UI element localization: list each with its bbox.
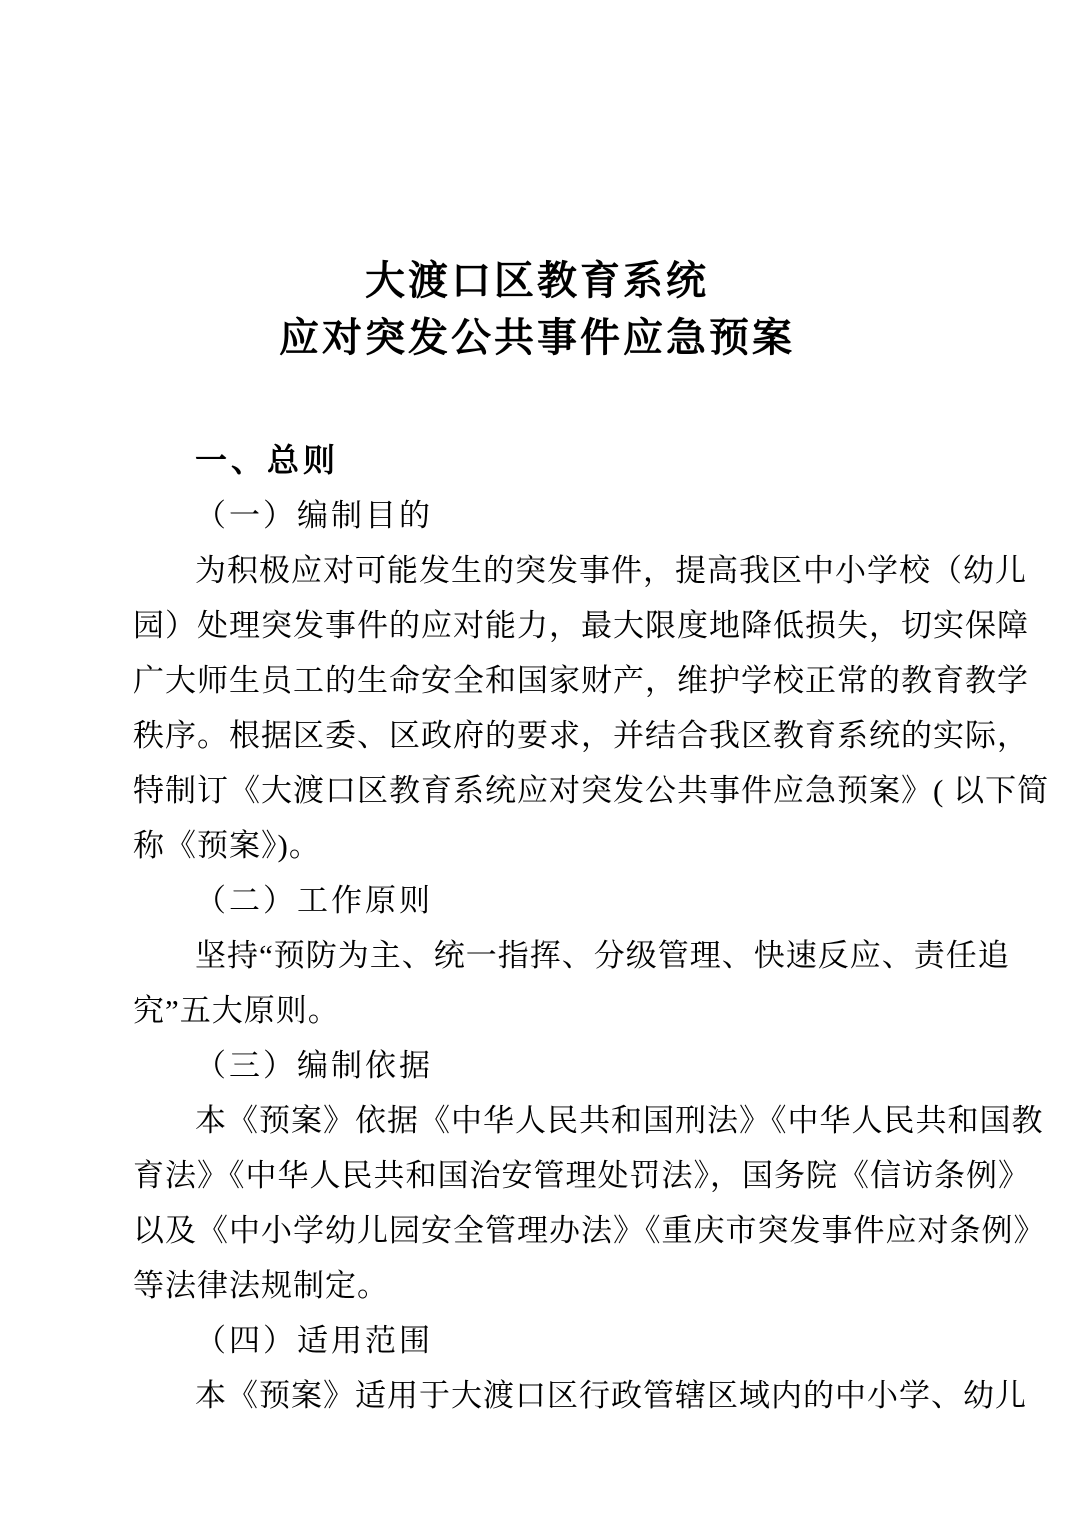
body-line: 本《预案》适用于大渡口区行政管辖区域内的中小学、幼儿 [195, 1378, 1027, 1413]
body-line: 特制订《大渡口区教育系统应对突发公共事件应急预案》( 以下简 [133, 773, 1050, 808]
section-heading-general-provisions: 一、总则 [195, 442, 340, 478]
body-line: 究”五大原则。 [133, 993, 340, 1028]
body-line: 坚持“预防为主、统一指挥、分级管理、快速反应、责任追 [195, 938, 1010, 973]
document-body [133, 433, 1050, 1423]
body-line: 广大师生员工的生命安全和国家财产，维护学校正常的教育教学 [133, 663, 1029, 698]
title-line-2: 应对突发公共事件应急预案 [279, 315, 795, 360]
body-line: 为积极应对可能发生的突发事件，提高我区中小学校（幼儿 [195, 553, 1027, 588]
body-line: 以及《中小学幼儿园安全管理办法》《重庆市突发事件应对条例》 [133, 1213, 1046, 1248]
body-line: 园）处理突发事件的应对能力，最大限度地降低损失，切实保障 [133, 608, 1029, 643]
body-line: 等法律法规制定。 [133, 1268, 389, 1303]
subsection-heading-compilation-basis: （三）编制依据 [195, 1048, 433, 1083]
title-line-1: 大渡口区教育系统 [365, 258, 709, 303]
body-line: 秩序。根据区委、区政府的要求，并结合我区教育系统的实际， [133, 718, 1029, 753]
subsection-heading-scope-of-application: （四）适用范围 [195, 1323, 433, 1358]
document-title [0, 252, 1074, 366]
subsection-heading-compilation-purpose: （一）编制目的 [195, 498, 433, 533]
subsection-heading-working-principles: （二）工作原则 [195, 883, 433, 918]
body-line: 本《预案》依据《中华人民共和国刑法》《中华人民共和国教 [195, 1103, 1044, 1138]
body-line: 育法》《中华人民共和国治安管理处罚法》，国务院《信访条例》 [133, 1158, 1030, 1193]
body-line: 称《预案》)。 [133, 828, 321, 863]
